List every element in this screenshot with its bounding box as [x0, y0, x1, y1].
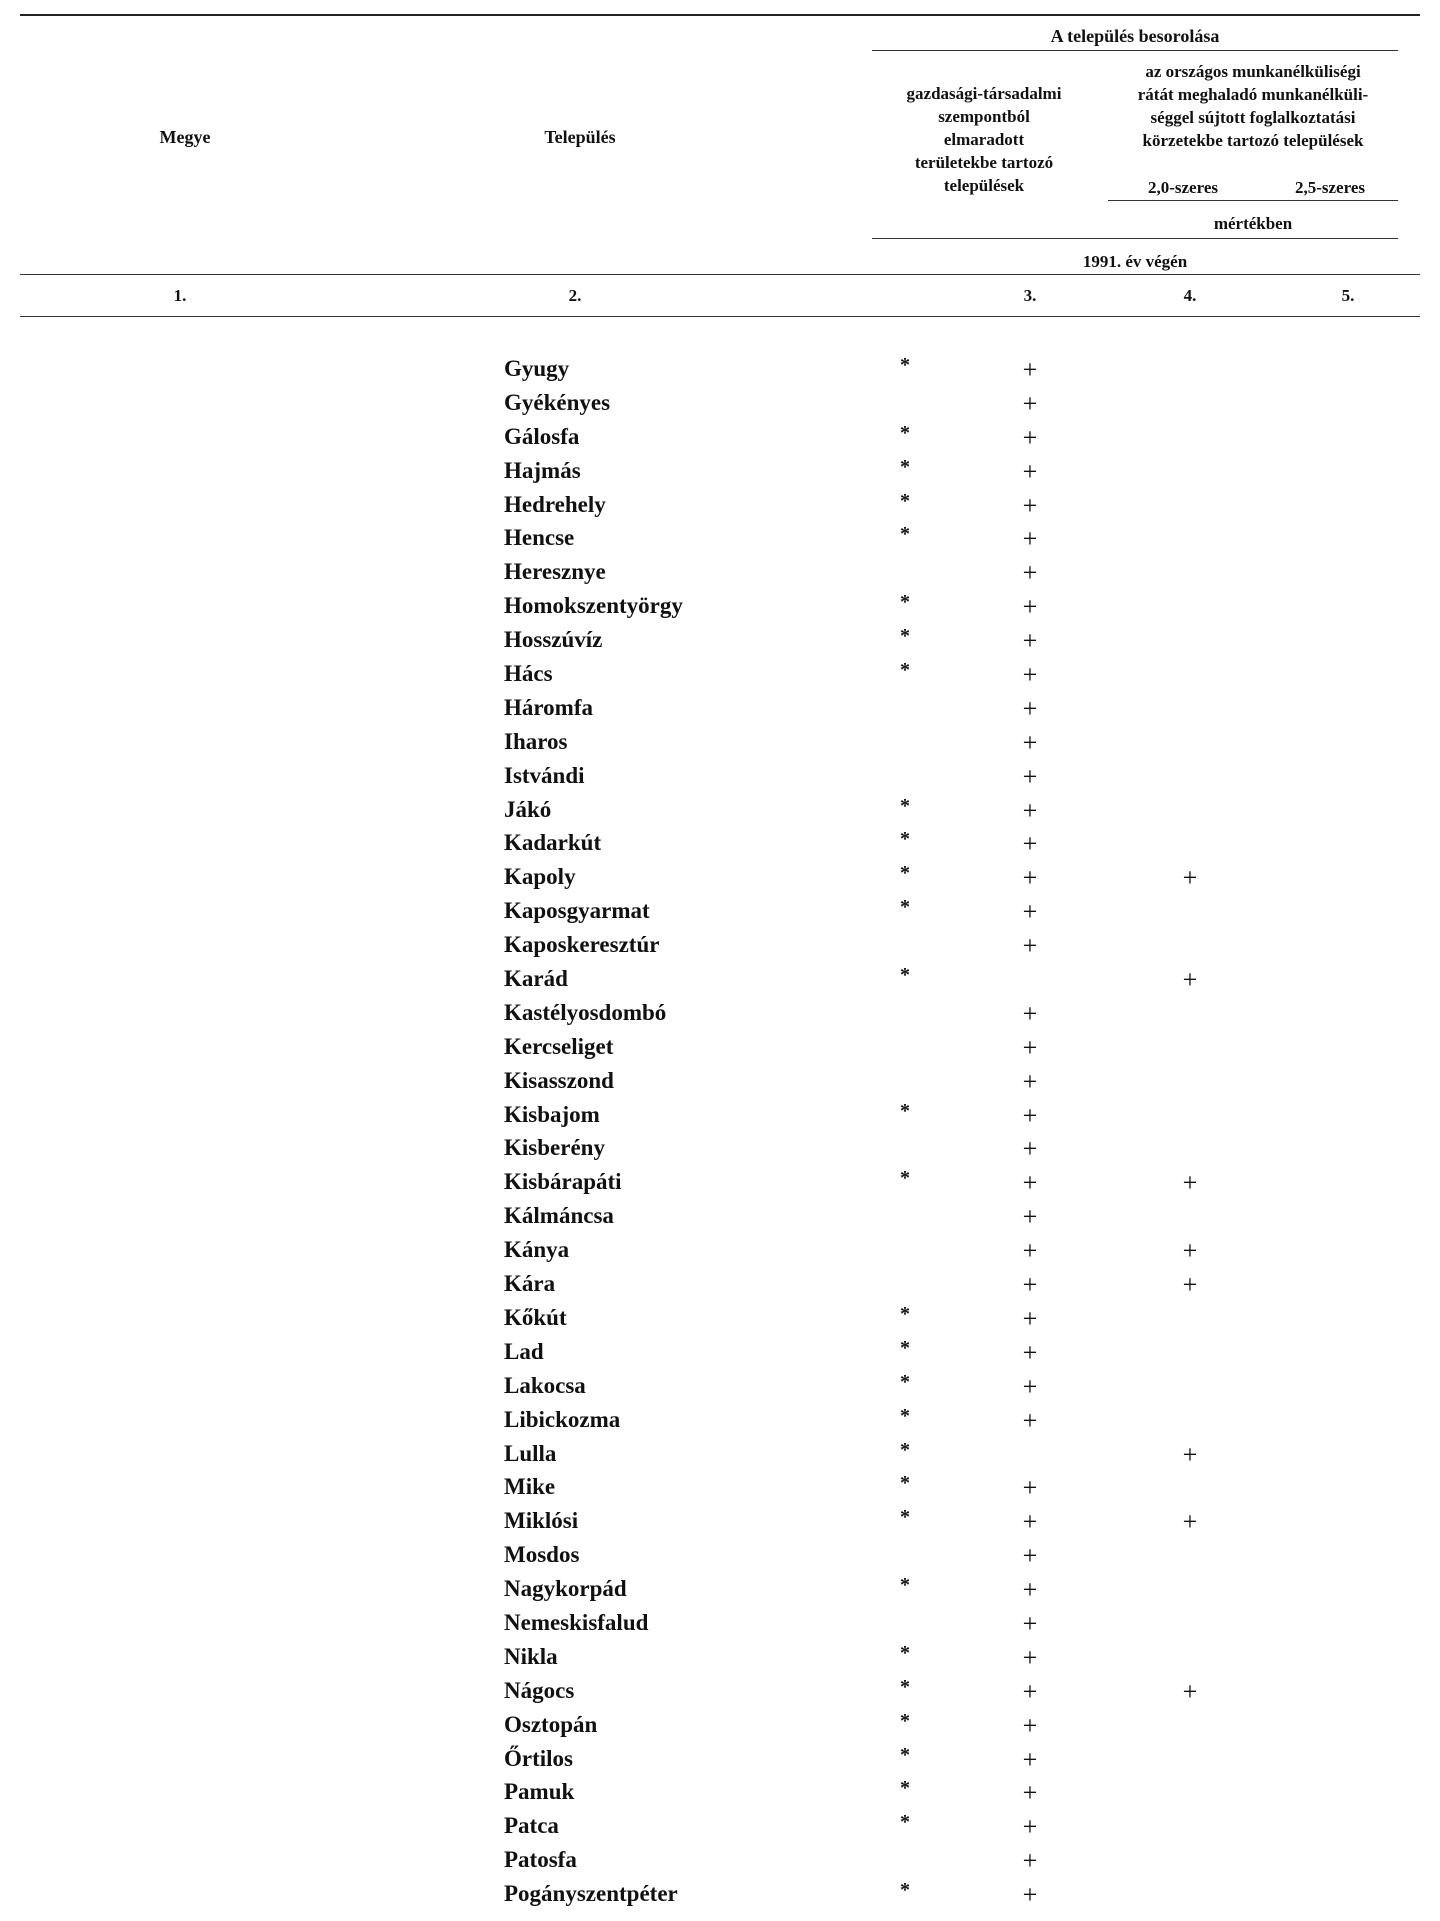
settlement-name: Lad [504, 1338, 544, 1364]
col3-plus: + [1022, 592, 1038, 622]
col3-plus: + [1022, 1676, 1038, 1706]
col45-header-line: rátát meghaladó munkanélküli- [1137, 85, 1369, 104]
table-row [0, 589, 1440, 623]
table-row [0, 725, 1440, 759]
settlement-name: Őrtilos [504, 1745, 573, 1771]
col3-plus: + [1022, 558, 1038, 588]
col3-asterisk: * [900, 625, 910, 648]
col3-plus: + [1022, 1303, 1038, 1333]
settlement-name: Pamuk [504, 1779, 575, 1805]
settlement-name: Miklósi [504, 1508, 579, 1534]
table-row [0, 521, 1440, 555]
settlement-name: Osztopán [504, 1711, 598, 1737]
group-rule [872, 50, 1398, 51]
col3-plus: + [1022, 422, 1038, 452]
table-row [0, 488, 1440, 522]
settlement-name: Nemeskisfalud [504, 1609, 649, 1635]
settlement-name: Nágocs [504, 1677, 575, 1703]
table-row [0, 1233, 1440, 1267]
col3-plus: + [1022, 1100, 1038, 1130]
col4-plus: + [1182, 965, 1198, 995]
col3-plus: + [1022, 355, 1038, 384]
col3-asterisk: * [900, 1167, 910, 1190]
settlement-name: Jákó [504, 796, 552, 822]
colnum-rule [20, 316, 1420, 317]
col3-asterisk: * [900, 1879, 910, 1902]
col3-asterisk: * [900, 1675, 910, 1698]
col3-header [872, 82, 1096, 197]
table-row [0, 657, 1440, 691]
table-row [0, 826, 1440, 860]
col3-asterisk: * [900, 1302, 910, 1325]
settlement-name: Nagykorpád [504, 1576, 627, 1602]
col3-asterisk: * [900, 896, 910, 919]
table-row [0, 1267, 1440, 1301]
table-row [0, 1843, 1440, 1877]
col3-asterisk: * [900, 1743, 910, 1766]
table-row [0, 1708, 1440, 1742]
table-row [0, 555, 1440, 589]
table-row [0, 928, 1440, 962]
col3-plus: + [1022, 998, 1038, 1028]
settlement-name: Hosszúvíz [504, 627, 603, 653]
col4-plus: + [1182, 1270, 1198, 1300]
table-row [0, 1742, 1440, 1776]
col3-plus: + [1022, 1168, 1038, 1198]
col3-asterisk: * [900, 354, 910, 376]
col3-plus: + [1022, 1541, 1038, 1571]
col3-asterisk: * [900, 523, 910, 546]
col4-plus: + [1182, 1236, 1198, 1266]
table-row [0, 962, 1440, 996]
col3-asterisk: * [900, 794, 910, 817]
col3-plus: + [1022, 795, 1038, 825]
col3-plus: + [1022, 1575, 1038, 1605]
col3-asterisk: * [900, 421, 910, 444]
settlement-name: Kisbárapáti [504, 1169, 622, 1195]
col3-plus: + [1022, 1880, 1038, 1910]
col3-plus: + [1022, 897, 1038, 927]
col3-asterisk: * [900, 1709, 910, 1732]
col3-header-line: települések [943, 176, 1025, 195]
col3-plus: + [1022, 1642, 1038, 1672]
settlement-name: Heresznye [504, 559, 606, 585]
settlement-name: Lulla [504, 1440, 557, 1466]
col3-header-line: elmaradott [943, 130, 1025, 149]
col-number-3: 3. [1023, 286, 1037, 305]
table-row [0, 420, 1440, 454]
col3-plus: + [1022, 727, 1038, 757]
table-row [0, 1199, 1440, 1233]
table-row [0, 1809, 1440, 1843]
col3-plus: + [1022, 1778, 1038, 1808]
table-row [0, 759, 1440, 793]
table-row [0, 1470, 1440, 1504]
table-row [0, 1335, 1440, 1369]
col45-header-line: az országos munkanélküliségi [1145, 62, 1361, 81]
col4-plus: + [1182, 1676, 1198, 1706]
table-row [0, 1640, 1440, 1674]
col3-plus: + [1022, 524, 1038, 554]
col3-asterisk: * [900, 1438, 910, 1461]
settlement-name: Kisberény [504, 1135, 605, 1161]
col3-asterisk: * [900, 1099, 910, 1122]
col45-header [1108, 60, 1398, 152]
col3-header-line: területekbe tartozó [914, 153, 1054, 172]
col3-plus: + [1022, 388, 1038, 418]
col3-plus: + [1022, 761, 1038, 791]
col3-plus: + [1022, 863, 1038, 893]
table-row [0, 1064, 1440, 1098]
col3-plus: + [1022, 1270, 1038, 1300]
table-row [0, 1369, 1440, 1403]
settlement-name: Kercseliget [504, 1033, 614, 1059]
settlement-name: Iharos [504, 728, 568, 754]
settlement-name: Kisbajom [504, 1101, 600, 1127]
col5-header: 2,5-szeres [1294, 178, 1366, 197]
measure-rule [872, 238, 1398, 239]
col3-plus: + [1022, 1405, 1038, 1435]
col3-plus: + [1022, 1710, 1038, 1740]
settlement-name: Kára [504, 1271, 556, 1297]
table-row [0, 1098, 1440, 1132]
col3-asterisk: * [900, 964, 910, 987]
table-row [0, 894, 1440, 928]
table-row [0, 996, 1440, 1030]
col3-asterisk: * [900, 828, 910, 851]
col3-plus: + [1022, 931, 1038, 961]
col3-asterisk: * [900, 591, 910, 614]
date-rule [20, 274, 1420, 275]
settlement-name: Mosdos [504, 1542, 580, 1568]
settlement-name: Hencse [504, 525, 575, 551]
col3-asterisk: * [900, 1574, 910, 1597]
table-row [0, 1877, 1440, 1911]
subcol-rule [1108, 200, 1398, 201]
col3-asterisk: * [900, 1404, 910, 1427]
col3-plus: + [1022, 1337, 1038, 1367]
col3-plus: + [1022, 1507, 1038, 1537]
col3-plus: + [1022, 1134, 1038, 1164]
col3-asterisk: * [900, 659, 910, 682]
col4-plus: + [1182, 1507, 1198, 1537]
col-number-2: 2. [568, 286, 582, 305]
col-number-5: 5. [1341, 286, 1355, 305]
col-number-4: 4. [1183, 286, 1197, 305]
settlement-list [0, 352, 1440, 1911]
settlement-name: Kálmáncsa [504, 1203, 614, 1229]
settlement-name: Kapoly [504, 864, 576, 890]
date-label: 1991. év végén [1082, 252, 1188, 271]
col-number-1: 1. [173, 286, 187, 305]
col1-header: Megye [159, 127, 211, 147]
settlement-name: Karád [504, 966, 568, 992]
col3-plus: + [1022, 1812, 1038, 1842]
col3-plus: + [1022, 693, 1038, 723]
col3-plus: + [1022, 1744, 1038, 1774]
settlement-name: Kisasszond [504, 1067, 614, 1093]
col3-asterisk: * [900, 1472, 910, 1495]
col3-plus: + [1022, 456, 1038, 486]
col3-asterisk: * [900, 1370, 910, 1393]
settlement-name: Nikla [504, 1643, 558, 1669]
settlement-name: Hedrehely [504, 491, 606, 517]
table-row [0, 1606, 1440, 1640]
col2-header: Település [544, 127, 616, 147]
col3-asterisk: * [900, 1336, 910, 1359]
measure-label: mértékben [1213, 214, 1293, 233]
table-row [0, 1437, 1440, 1471]
table-row [0, 793, 1440, 827]
table-row [0, 1131, 1440, 1165]
col3-plus: + [1022, 626, 1038, 656]
settlement-name: Patosfa [504, 1847, 577, 1873]
table-row [0, 1572, 1440, 1606]
col3-asterisk: * [900, 1506, 910, 1529]
settlement-name: Háromfa [504, 694, 594, 720]
col3-plus: + [1022, 1846, 1038, 1876]
settlement-name: Istvándi [504, 762, 585, 788]
settlement-name: Gyékényes [504, 389, 611, 415]
table-row [0, 386, 1440, 420]
settlement-name: Kaposkeresztúr [504, 932, 660, 958]
col3-plus: + [1022, 1608, 1038, 1638]
col3-asterisk: * [900, 1777, 910, 1800]
table-row [0, 1403, 1440, 1437]
col4-header: 2,0-szeres [1147, 178, 1219, 197]
settlement-name: Gálosfa [504, 423, 580, 449]
col3-plus: + [1022, 1473, 1038, 1503]
col3-plus: + [1022, 1236, 1038, 1266]
settlement-name: Gyugy [504, 356, 570, 381]
col3-asterisk: * [900, 455, 910, 478]
table-row [0, 1674, 1440, 1708]
settlement-name: Hács [504, 661, 553, 687]
table-row [0, 352, 1440, 386]
col3-asterisk: * [900, 1641, 910, 1664]
col45-header-line: körzetekbe tartozó települések [1142, 131, 1364, 150]
col3-header-line: szempontból [938, 107, 1030, 126]
table-row [0, 1165, 1440, 1199]
table-row [0, 691, 1440, 725]
table-row [0, 454, 1440, 488]
col3-plus: + [1022, 1202, 1038, 1232]
settlement-name: Lakocsa [504, 1372, 586, 1398]
col4-plus: + [1182, 1439, 1198, 1469]
table-row [0, 623, 1440, 657]
col4-plus: + [1182, 863, 1198, 893]
settlement-name: Homokszentyörgy [504, 593, 683, 619]
settlement-name: Kaposgyarmat [504, 898, 650, 924]
settlement-name: Libickozma [504, 1406, 621, 1432]
settlement-name: Kánya [504, 1237, 570, 1263]
col3-plus: + [1022, 1066, 1038, 1096]
group-title: A település besorolása [1050, 26, 1220, 46]
col3-plus: + [1022, 660, 1038, 690]
table-row [0, 1538, 1440, 1572]
table-row [0, 860, 1440, 894]
table-row [0, 1775, 1440, 1809]
table-row [0, 1030, 1440, 1064]
settlement-name: Mike [504, 1474, 556, 1500]
col3-asterisk: * [900, 1811, 910, 1834]
table-row [0, 1504, 1440, 1538]
col4-plus: + [1182, 1168, 1198, 1198]
col3-header-line: gazdasági-társadalmi [906, 84, 1062, 103]
col3-plus: + [1022, 829, 1038, 859]
settlement-name: Patca [504, 1813, 559, 1839]
col3-asterisk: * [900, 862, 910, 885]
col3-plus: + [1022, 1032, 1038, 1062]
top-rule [20, 14, 1420, 16]
settlement-name: Pogányszentpéter [504, 1881, 678, 1907]
settlement-name: Kőkút [504, 1304, 567, 1330]
table-row [0, 1301, 1440, 1335]
settlement-name: Kadarkút [504, 830, 602, 856]
settlement-name: Hajmás [504, 457, 581, 483]
col45-header-line: séggel sújtott foglalkoztatási [1150, 108, 1356, 127]
col3-plus: + [1022, 490, 1038, 520]
col3-plus: + [1022, 1371, 1038, 1401]
settlement-name: Kastélyosdombó [504, 999, 667, 1025]
col3-asterisk: * [900, 489, 910, 512]
